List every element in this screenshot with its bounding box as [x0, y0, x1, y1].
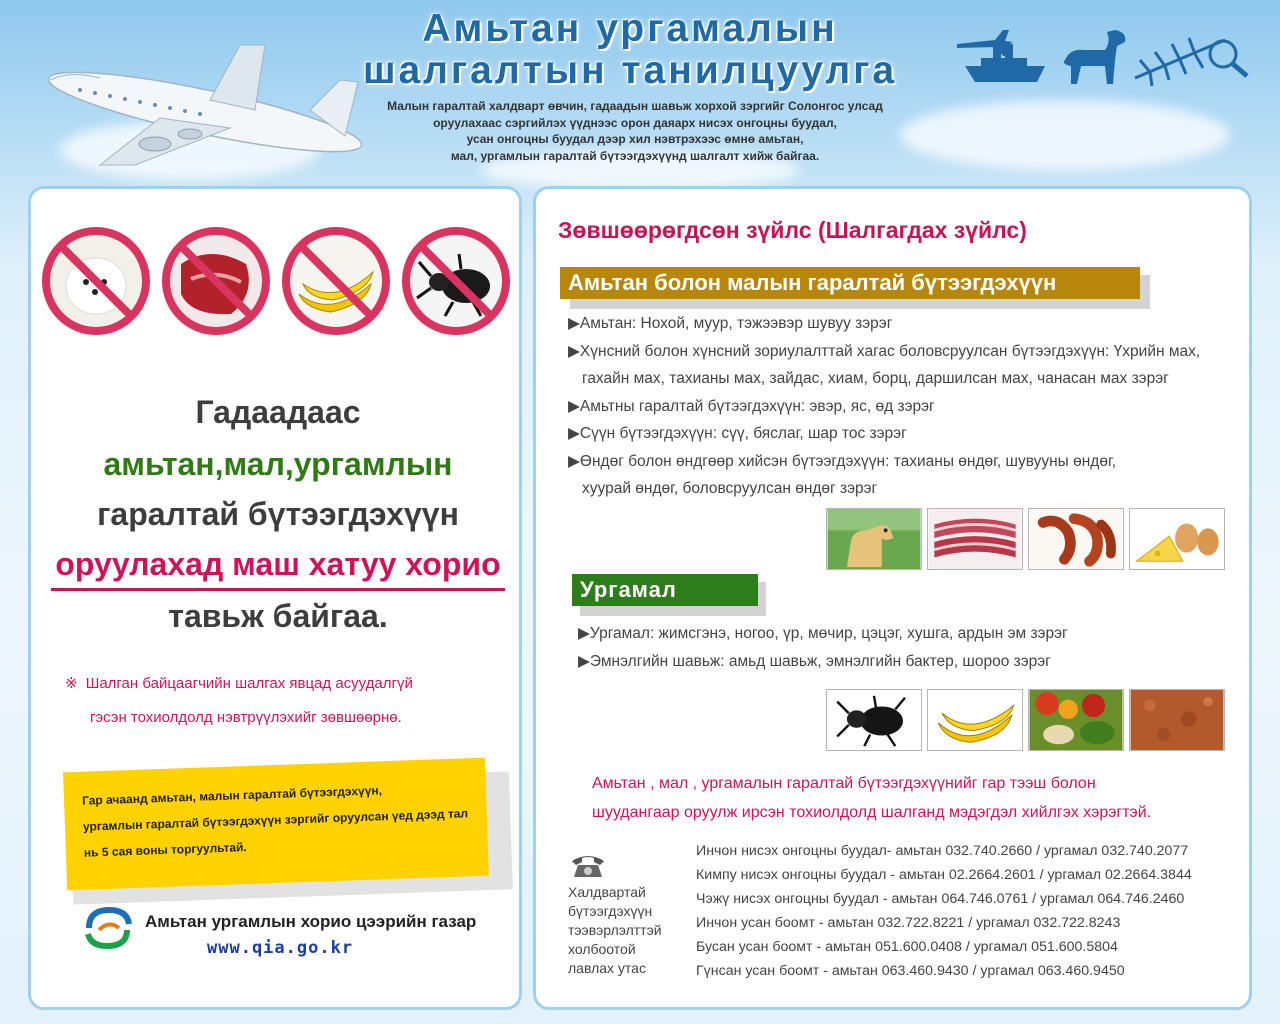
- subtitle-line: мал, ургамлын гаралтай бүтээгдэхүүнд шалгалт хийж байгаа.: [450, 148, 820, 163]
- ban-text-highlight: амьтан,мал,ургамлын: [103, 446, 453, 482]
- ban-text-emphasis: оруулахад маш хатуу хорио: [55, 546, 501, 582]
- list-item-text: ▶Амьтны гаралтай бүтээгдэхүүн: эвэр, яс, өд зэрэг: [568, 397, 935, 415]
- prohibited-banana-icon: [286, 231, 386, 331]
- animal-items-list: [568, 310, 1248, 503]
- left-panel: [28, 186, 522, 1010]
- contact-label-line: лавлах утас: [568, 960, 646, 976]
- contact-line: Инчон усан боомт - амьтан 032.722.8221 / ургамал 032.722.8243: [696, 915, 1121, 931]
- fine-notice-line: нь 5 сая воны торгуультай.: [83, 840, 247, 860]
- subtitle-line: усан онгоцны буудал дээр хил нэвтрэхээс өмнө амьтан,: [466, 132, 804, 146]
- banana-photo: [927, 689, 1023, 751]
- contact-line: Кимпу нисэх онгоцны буудал - амьтан 02.2664.2601 / ургамал 02.2664.3844: [696, 867, 1192, 883]
- prohibited-items-row: [41, 224, 521, 339]
- contact-line: Инчон нисэх онгоцны буудал- амьтан 032.740.2660 / ургамал 032.740.2077: [696, 843, 1189, 859]
- list-item: [568, 338, 1248, 393]
- title-line-2: шалгалтын танилцуулга: [362, 49, 898, 92]
- sausage-photo: [1028, 508, 1124, 570]
- airplane-icon: [957, 30, 1013, 56]
- list-item: [568, 420, 1248, 448]
- note-mark: ※: [65, 675, 78, 692]
- list-item-text: ▶Өндөг болон өндгөөр хийсэн бүтээгдэхүүн: тахианы өндөг, шувууны өндөг,: [568, 452, 1117, 470]
- soil-photo: [1129, 689, 1225, 751]
- prohibited-puppy-icon: [46, 231, 146, 331]
- agency-name: Амьтан ургамлын хорио цээрийн газар: [145, 912, 477, 931]
- plant-photo-row: [826, 689, 1226, 751]
- warning-line: Амьтан , мал , ургамалын гаралтай бүтээгдэхүүнийг гар тээш болон: [592, 775, 1096, 792]
- contact-line: Бусан усан боомт - амьтан 051.600.0408 / ургамал 051.600.5804: [696, 939, 1118, 955]
- contact-phone-list: [696, 839, 1246, 983]
- header-icon-group: [955, 20, 1255, 90]
- contact-label-line: Халдвартай: [568, 884, 646, 900]
- fine-notice-box: [63, 758, 489, 891]
- list-item-continuation: хуурай өндөг, боловсруулсан өндөг зэрэг: [582, 480, 878, 497]
- list-item-text: ▶Амьтан: Нохой, муур, тэжээвэр шувуу зэрэг: [568, 315, 893, 332]
- cloud-decoration: [900, 100, 1230, 170]
- dog-photo: [826, 508, 922, 570]
- subtitle-line: Малын гаралтай халдварт өвчин, гадаадын шавьж хорхой зэргийг Солонгос улсад: [387, 99, 883, 113]
- note-line: Шалган байцаагчийн шалгах явцад асуудалгүй: [85, 675, 413, 692]
- allowed-items-heading: Зөвшөөрөгдсөн зүйлс (Шалгагдах зүйлс): [558, 217, 1027, 243]
- contact-label-line: бүтээгдэхүүн: [568, 903, 653, 919]
- bacon-photo: [927, 508, 1023, 570]
- agency-url-link[interactable]: www.qia.go.kr: [207, 938, 354, 958]
- ban-text-line: гаралтай бүтээгдэхүүн: [97, 496, 459, 532]
- list-item: [568, 310, 1248, 338]
- vegetables-photo: [1028, 689, 1124, 751]
- ban-text-line: тавьж байгаа.: [168, 598, 388, 634]
- title-line-1: Амьтан ургамалын: [422, 7, 838, 50]
- contact-label-line: тээвэрлэлттэй: [568, 922, 662, 938]
- page-title: [300, 8, 960, 92]
- prohibited-beetle-icon: [406, 231, 506, 331]
- agency-footer: [81, 904, 501, 964]
- dog-icon: [1064, 30, 1125, 84]
- cheese-eggs-photo: [1129, 508, 1225, 570]
- right-panel: [533, 186, 1252, 1010]
- page-subtitle: [330, 98, 940, 164]
- list-item-text: ▶Сүүн бүтээгдэхүүн: сүү, бяслаг, шар тос зэрэг: [568, 425, 907, 442]
- fine-notice-line: Гар ачаанд амьтан, малын гаралтай бүтээгдэхүүн,: [81, 783, 383, 808]
- plant-magnifier-icon: [1135, 38, 1247, 86]
- fine-notice-line: ургамлын гаралтай бүтээгдэхүүн зэргийг оруулсан үед дээд тал: [82, 806, 469, 834]
- beetle-photo: [826, 689, 922, 751]
- plant-section-banner: Ургамал: [572, 574, 758, 606]
- plant-items-list: [578, 620, 1258, 675]
- contact-label: [568, 883, 678, 978]
- list-item-continuation: гахайн мах, тахианы мах, зайдас, хиам, борц, даршилсан мах, чанасан мах зэрэг: [582, 370, 1169, 387]
- list-item: ▶Эмнэлгийн шавьж: амьд шавьж, эмнэлгийн бактер, шороо зэрэг: [578, 652, 1051, 670]
- contact-line: Чэжү нисэх онгоцны буудал - амьтан 064.746.0761 / ургамал 064.746.2460: [696, 891, 1185, 907]
- note-line: гэсэн тохиолдолд нэвтрүүлэхийг зөвшөөрнө.: [90, 709, 402, 726]
- warning-line: шуудангаар оруулж ирсэн тохиолдолд шалганд мэдэгдэл хийлгэх хэрэгтэй.: [592, 804, 1152, 821]
- animal-photo-row: [826, 508, 1226, 570]
- agency-logo: [83, 906, 133, 950]
- animal-section-banner: Амьтан болон малын гаралтай бүтээгдэхүүн: [560, 267, 1140, 299]
- inspection-note: [65, 667, 495, 735]
- list-item: ▶Ургамал: жимсгэнэ, ногоо, үр, мөчир, цэцэг, хушга, ардын эм зэрэг: [578, 625, 1068, 642]
- prohibited-meat-icon: [166, 231, 266, 331]
- list-item: [568, 448, 1248, 503]
- list-item: [568, 393, 1248, 421]
- ban-text-line: Гадаадаас: [195, 394, 361, 430]
- list-item-text: ▶Хүнсний болон хүнсний зориулалттай хагас боловсруулсан бүтээгдэхүүн: Үхрийн мах,: [568, 342, 1201, 360]
- declaration-warning: [592, 769, 1232, 827]
- subtitle-line: оруулахаас сэргийлэх үүднээс орон даяарх нисэх онгоцны буудал,: [433, 115, 837, 130]
- phone-icon: [570, 849, 606, 879]
- ship-icon: [965, 44, 1045, 82]
- contact-label-line: холбоотой: [568, 941, 636, 957]
- fine-notice: [61, 759, 501, 899]
- contact-line: Гүнсан усан боомт - амьтан 063.460.9430 / ургамал 063.460.9450: [696, 963, 1125, 979]
